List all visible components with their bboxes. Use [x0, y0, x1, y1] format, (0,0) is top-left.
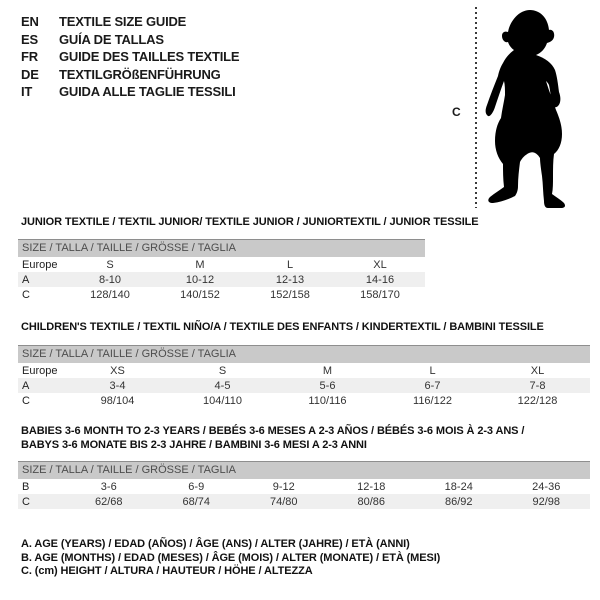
- value-cell: 12-13: [275, 273, 305, 286]
- table-row: [18, 257, 425, 272]
- row-label: C: [22, 288, 30, 301]
- language-list: [21, 13, 239, 101]
- table-row: [18, 494, 590, 509]
- babies-title-line-1: BABIES 3-6 MONTH TO 2-3 YEARS / BEBÉS 3-6 MESES A 2-3 AÑOS / BÉBÉS 3-6 MOIS À 2-3 ANS /: [21, 425, 525, 437]
- height-dotted-line: [475, 7, 477, 208]
- value-cell: 122/128: [517, 394, 558, 407]
- value-cell: 24-36: [532, 480, 561, 493]
- row-label: C: [22, 495, 30, 508]
- value-cell: 158/170: [360, 288, 400, 301]
- language-code: EN: [21, 14, 39, 29]
- language-label: GUIDA ALLE TAGLIE TESSILI: [59, 84, 236, 99]
- size-cell: XL: [530, 364, 545, 377]
- junior-size-header-bar: SIZE / TALLA / TAILLE / GRÖSSE / TAGLIA: [18, 239, 425, 257]
- height-measure-label: C: [452, 105, 461, 119]
- table-row: [18, 378, 590, 393]
- row-label: C: [22, 394, 30, 407]
- row-label: B: [22, 480, 30, 493]
- table-row: [18, 393, 590, 408]
- size-cell: M: [322, 364, 333, 377]
- language-label: GUÍA DE TALLAS: [59, 31, 164, 47]
- value-cell: 14-16: [365, 273, 395, 286]
- size-cell: S: [218, 364, 227, 377]
- value-cell: 62/68: [94, 495, 123, 508]
- babies-table-title: [21, 425, 586, 452]
- value-cell: 104/110: [203, 394, 242, 407]
- value-cell: 152/158: [270, 288, 310, 301]
- size-cell: XL: [373, 258, 387, 271]
- language-label: GUIDE DES TAILLES TEXTILE: [59, 49, 240, 64]
- language-row-de: [21, 66, 239, 84]
- toddler-silhouette-icon: [485, 9, 569, 208]
- value-cell: 6-9: [188, 480, 205, 493]
- value-cell: 4-5: [214, 379, 231, 392]
- value-cell: 92/98: [532, 495, 561, 508]
- babies-size-header-bar: SIZE / TALLA / TAILLE / GRÖSSE / TAGLIA: [18, 461, 590, 479]
- value-cell: 128/140: [90, 288, 130, 301]
- value-cell: 10-12: [185, 273, 215, 286]
- value-cell: 6-7: [424, 379, 441, 392]
- junior-table-title: JUNIOR TEXTILE / TEXTIL JUNIOR/ TEXTILE JUNIOR / JUNIORTEXTIL / JUNIOR TESSILE: [21, 216, 479, 228]
- value-cell: 74/80: [269, 495, 298, 508]
- row-label: Europe: [22, 364, 58, 377]
- value-cell: 3-4: [109, 379, 126, 392]
- value-cell: 7-8: [529, 379, 546, 392]
- size-cell: L: [286, 258, 294, 271]
- table-row: [18, 479, 590, 494]
- language-label: TEXTILGRÖßENFÜHRUNG: [59, 66, 221, 82]
- row-label: Europe: [22, 258, 58, 271]
- value-cell: 98/104: [100, 394, 135, 407]
- language-row-fr: [21, 48, 239, 66]
- junior-size-table: [18, 257, 425, 302]
- language-row-it: [21, 83, 239, 101]
- language-code: ES: [21, 31, 38, 47]
- value-cell: 12-18: [357, 480, 386, 493]
- value-cell: 116/122: [413, 394, 452, 407]
- children-size-table: [18, 363, 590, 408]
- value-cell: 9-12: [272, 480, 295, 493]
- size-cell: M: [195, 258, 205, 271]
- row-label: A: [22, 379, 30, 392]
- value-cell: 80/86: [357, 495, 386, 508]
- table-row: [18, 287, 425, 302]
- value-cell: 3-6: [100, 480, 117, 493]
- value-cell: 140/152: [180, 288, 220, 301]
- table-row: [18, 363, 590, 378]
- value-cell: 8-10: [98, 273, 122, 286]
- value-cell: 86/92: [444, 495, 473, 508]
- value-cell: 110/116: [308, 394, 347, 407]
- babies-title-line-2: BABYS 3-6 MONATE BIS 2-3 JAHRE / BAMBINI 3-6 MESI A 2-3 ANNI: [21, 438, 367, 451]
- note-c: C. (cm) HEIGHT / ALTURA / HAUTEUR / HÖHE / ALTEZZA: [21, 565, 313, 577]
- value-cell: 68/74: [182, 495, 211, 508]
- size-cell: L: [429, 364, 436, 377]
- language-code: IT: [21, 84, 33, 99]
- language-label: TEXTILE SIZE GUIDE: [59, 14, 187, 29]
- language-row-es: [21, 31, 239, 49]
- language-code: FR: [21, 49, 38, 64]
- babies-size-table: [18, 479, 590, 509]
- note-b: B. AGE (MONTHS) / EDAD (MESES) / ÂGE (MOIS) / ALTER (MONATE) / ETÀ (MESI): [21, 551, 441, 564]
- table-row: [18, 272, 425, 287]
- children-size-header-bar: SIZE / TALLA / TAILLE / GRÖSSE / TAGLIA: [18, 345, 590, 363]
- language-code: DE: [21, 66, 39, 82]
- legend-notes: [21, 538, 440, 579]
- size-cell: XS: [110, 364, 125, 377]
- value-cell: 18-24: [444, 480, 473, 493]
- language-row-en: [21, 13, 239, 31]
- row-label: A: [22, 273, 30, 286]
- children-table-title: CHILDREN'S TEXTILE / TEXTIL NIÑO/A / TEXTILE DES ENFANTS / KINDERTEXTIL / BAMBINI TESSILE: [21, 321, 544, 333]
- value-cell: 5-6: [319, 379, 336, 392]
- size-cell: S: [106, 258, 114, 271]
- note-a: A. AGE (YEARS) / EDAD (AÑOS) / ÂGE (ANS) / ALTER (JAHRE) / ETÀ (ANNI): [21, 538, 410, 550]
